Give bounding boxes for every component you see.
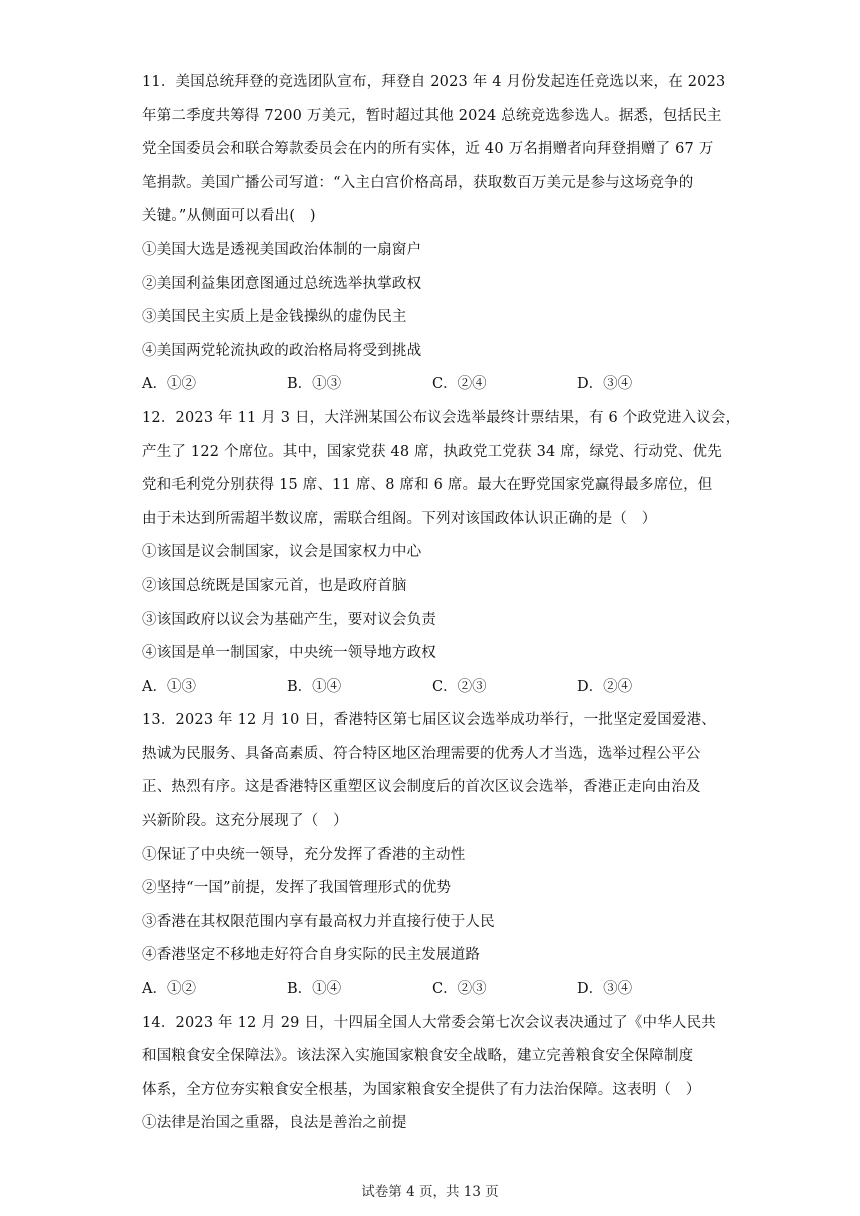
statement-item: ①保证了中央统一领导，充分发挥了香港的主动性 xyxy=(142,846,466,863)
answer-option: B．①③ xyxy=(287,376,342,393)
answer-options xyxy=(142,973,722,1007)
question-stem-line: 11．美国总统拜登的竞选团队宣布，拜登自 2023 年 4 月份发起连任竞选以来，在 2023 xyxy=(142,74,726,90)
question-stem-line: 兴新阶段。这充分展现了（ ） xyxy=(142,813,348,830)
statement-item: ④香港坚定不移地走好符合自身实际的民主发展道路 xyxy=(142,947,481,964)
statement-item: ②该国总统既是国家元首，也是政府首脑 xyxy=(142,577,407,594)
statement-item: ③美国民主实质上是金钱操纵的虚伪民主 xyxy=(142,309,407,326)
question-stem-line: 12．2023 年 11 月 3 日，大洋洲某国公布议会选举最终计票结果，有 6 个政党进入议会， xyxy=(142,409,741,426)
answer-option: A．①② xyxy=(142,376,196,393)
statement-item: ①该国是议会制国家，议会是国家权力中心 xyxy=(142,544,422,561)
answer-option: A．①② xyxy=(142,981,196,998)
question-stem-line: 和国粮食安全保障法》。该法深入实施国家粮食安全战略，建立完善粮食安全保障制度 xyxy=(142,1048,694,1065)
question-stem-line: 年第二季度共筹得 7200 万美元，暂时超过其他 2024 总统竞选参选人。据悉，包括民主 xyxy=(142,107,722,124)
answer-option: B．①④ xyxy=(287,981,342,998)
page-footer: 试卷第 4 页，共 13 页 xyxy=(361,1184,499,1200)
answer-option: A．①③ xyxy=(142,678,196,695)
question-stem-line: 体系，全方位夯实粮食安全根基，为国家粮食安全提供了有力法治保障。这表明（ ） xyxy=(142,1081,701,1098)
question-block xyxy=(142,402,741,704)
question-stem-line: 正、热烈有序。这是香港特区重塑区议会制度后的首次区议会选举，香港正走向由治及 xyxy=(142,779,701,796)
statement-item: ①美国大选是透视美国政治体制的一扇窗户 xyxy=(142,241,422,258)
statement-item: ③该国政府以议会为基础产生，要对议会负责 xyxy=(142,611,436,628)
question-stem-line: 党和毛利党分别获得 15 席、11 席、8 席和 6 席。最大在野党国家党赢得最多席位，但 xyxy=(142,477,713,494)
question-stem-line: 热诚为民服务、具备高素质、符合特区地区治理需要的优秀人才当选，选举过程公平公 xyxy=(142,745,701,762)
statement-item: ④该国是单一制国家，中央统一领导地方政权 xyxy=(142,645,436,662)
answer-option: D．③④ xyxy=(577,981,633,998)
answer-options xyxy=(142,368,722,402)
statement-item: ②坚持“一国”前提，发挥了我国管理形式的优势 xyxy=(142,880,452,897)
statement-item: ④美国两党轮流执政的政治格局将受到挑战 xyxy=(142,342,422,359)
question-stem-line: 笔捐款。美国广播公司写道：“入主白宫价格高昂，获取数百万美元是参与这场竞争的 xyxy=(142,174,694,191)
question-stem-line: 产生了 122 个席位。其中，国家党获 48 席，执政党工党获 34 席，绿党、行动党、优先 xyxy=(142,443,722,460)
question-stem-line: 14．2023 年 12 月 29 日，十四届全国人大常委会第七次会议表决通过了《中华人民共 xyxy=(142,1014,716,1031)
statement-item: ①法律是治国之重器，良法是善治之前提 xyxy=(142,1115,407,1132)
question-block xyxy=(142,66,726,402)
statement-item: ②美国利益集团意图通过总统选举执掌政权 xyxy=(142,275,422,292)
question-stem-line: 党全国委员会和联合筹款委员会在内的所有实体，近 40 万名捐赠者向拜登捐赠了 67 万 xyxy=(142,141,714,158)
answer-option: C．②③ xyxy=(432,981,487,998)
answer-option: B．①④ xyxy=(287,678,342,695)
question-list xyxy=(142,66,741,1141)
answer-option: C．②③ xyxy=(432,678,487,695)
question-stem-line: 13．2023 年 12 月 10 日，香港特区第七届区议会选举成功举行，一批坚定爱国爱港、 xyxy=(142,712,716,729)
answer-options xyxy=(142,671,722,705)
question-block xyxy=(142,1007,722,1141)
question-stem-line: 由于未达到所需超半数议席，需联合组阁。下列对该国政体认识正确的是（ ） xyxy=(142,510,657,527)
statement-item: ③香港在其权限范围内享有最高权力并直接行使于人民 xyxy=(142,913,495,930)
question-block xyxy=(142,704,722,1006)
answer-option: D．②④ xyxy=(577,678,633,695)
answer-option: C．②④ xyxy=(432,376,487,393)
question-stem-line: 关键。”从侧面可以看出( ) xyxy=(142,208,316,225)
answer-option: D．③④ xyxy=(577,376,633,393)
